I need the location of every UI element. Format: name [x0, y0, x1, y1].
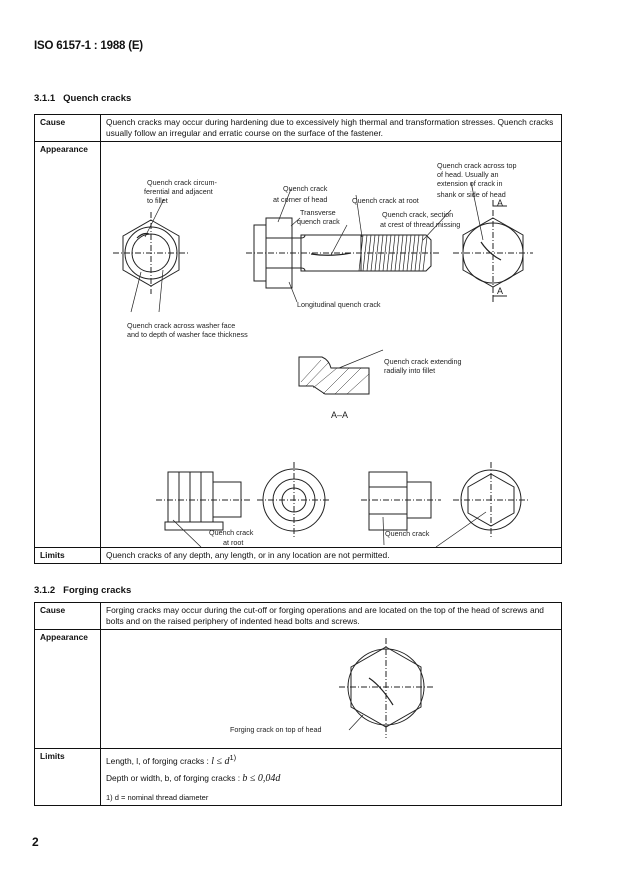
- label-root2-2: at root: [223, 538, 244, 547]
- svg-text:and to depth of washer face th: [127, 330, 248, 339]
- svg-text:ferential and adjacent: [144, 187, 213, 196]
- cause-label: Cause: [35, 115, 101, 142]
- svg-text:Quench crack: [385, 529, 430, 538]
- section-number: 3.1.1: [34, 93, 56, 104]
- label-root2-1: Quench crack: [209, 528, 254, 537]
- svg-text:A–A: [331, 410, 348, 420]
- svg-text:quench crack: [297, 217, 340, 226]
- footnote-text: 1) d = nominal thread diameter: [106, 792, 209, 802]
- svg-text:Quench crack across top: [437, 161, 517, 170]
- appearance-figure-cell: [101, 142, 562, 548]
- limit-depth-text: Depth or width, b, of forging cracks :: [106, 772, 241, 783]
- limits-cell: [101, 749, 562, 806]
- svg-text:A: [497, 286, 503, 296]
- svg-text:at root: [223, 538, 243, 547]
- label-corner-2: at corner of head: [273, 195, 328, 204]
- section-heading-forging-cracks: [34, 585, 131, 596]
- label-quench-crack: Quench crack: [385, 529, 430, 538]
- appearance-label: Appearance: [35, 142, 101, 548]
- quench-cracks-table: [34, 114, 562, 564]
- label-circumferential-3: to fillet: [147, 196, 168, 205]
- limit-depth-formula: b ≤ 0,04d: [242, 772, 281, 784]
- limits-text: Quench cracks of any depth, any length, or in any location are not permitted.: [101, 548, 562, 564]
- document-header: ISO 6157-1 : 1988 (E): [34, 40, 143, 52]
- label-washer-2: and to depth of washer face thickness: [127, 330, 248, 339]
- svg-text:to fillet: [147, 196, 168, 205]
- section-marker-bottom: A: [497, 286, 504, 296]
- section-title: Forging cracks: [63, 585, 132, 596]
- quench-cracks-figure: [101, 142, 561, 547]
- footnote-marker: 1): [229, 753, 237, 762]
- svg-text:radially into fillet: [384, 366, 435, 375]
- label-top-1: Quench crack across top: [437, 161, 517, 170]
- limits-label: Limits: [35, 548, 101, 564]
- label-section-a-a: A–A: [331, 410, 349, 420]
- hex-head-top-view: [453, 200, 533, 302]
- section-a-a-view: [299, 350, 383, 394]
- cause-label: Cause: [35, 603, 101, 630]
- svg-text:Longitudinal quench crack: [297, 300, 381, 309]
- svg-text:Quench crack extending: [384, 357, 462, 366]
- cause-text: Forging cracks may occur during the cut-off or forging operations and are located on the top of the head of screws and bolts and on the raised periphery of indented head bolts and screws.: [101, 603, 562, 630]
- section-title: Quench cracks: [63, 93, 132, 104]
- label-forging-crack: Forging crack on top of head: [230, 725, 322, 734]
- section-number: 3.1.2: [34, 585, 56, 596]
- forging-crack-figure: [101, 630, 561, 748]
- svg-text:extension of crack in: [437, 179, 503, 188]
- label-circumferential-2: ferential and adjacent: [144, 187, 213, 196]
- section-heading-quench-cracks: [34, 93, 131, 104]
- label-longitudinal: Longitudinal quench crack: [297, 300, 381, 309]
- appearance-figure-cell: [101, 630, 562, 749]
- svg-text:Quench crack at root: [352, 196, 419, 205]
- label-transverse-1: Transverse: [300, 208, 336, 217]
- limit-length-formula: l ≤ d: [211, 755, 230, 767]
- label-corner-1: Quench crack: [283, 184, 328, 193]
- label-circumferential-1: Quench crack circum-: [147, 178, 217, 187]
- label-section-2: at crest of thread missing: [380, 220, 461, 229]
- svg-text:Quench crack: [283, 184, 328, 193]
- svg-text:Forging crack on top of head: [230, 725, 322, 734]
- label-top-4: shank or side of head: [437, 190, 506, 199]
- page-number: 2: [32, 835, 39, 849]
- svg-text:Quench crack, section: [382, 210, 453, 219]
- svg-text:at crest of thread missing: [380, 220, 460, 229]
- label-section-1: Quench crack, section: [382, 210, 454, 219]
- svg-text:at corner of head: [273, 195, 327, 204]
- forging-cracks-table: [34, 602, 562, 806]
- limits-label: Limits: [35, 749, 101, 806]
- label-root: Quench crack at root: [352, 196, 419, 205]
- label-washer-1: Quench crack across washer face: [127, 321, 236, 330]
- svg-text:Quench crack circum-: [147, 178, 218, 187]
- section-marker-top: A: [497, 198, 504, 208]
- svg-text:shank or side of head: [437, 190, 506, 199]
- svg-text:Quench crack across washer fac: [127, 321, 235, 330]
- label-top-2: of head. Usually an: [437, 170, 499, 179]
- limit-length-text: Length, l, of forging cracks :: [106, 755, 209, 766]
- appearance-label: Appearance: [35, 630, 101, 749]
- label-transverse-2: quench crack: [297, 217, 340, 226]
- label-top-3: extension of crack in: [437, 179, 503, 188]
- svg-text:Quench crack: [209, 528, 254, 537]
- svg-text:of head. Usually an: [437, 170, 499, 179]
- svg-text:A: [497, 198, 503, 208]
- label-fillet-2: radially into fillet: [384, 366, 436, 375]
- label-fillet-1: Quench crack extending: [384, 357, 462, 366]
- svg-text:Transverse: [300, 208, 336, 217]
- cause-text: Quench cracks may occur during hardening due to excessively high thermal and transformation stresses. Quench cracks usually follow an irregular and erratic course on the surface of the fastener.: [101, 115, 562, 142]
